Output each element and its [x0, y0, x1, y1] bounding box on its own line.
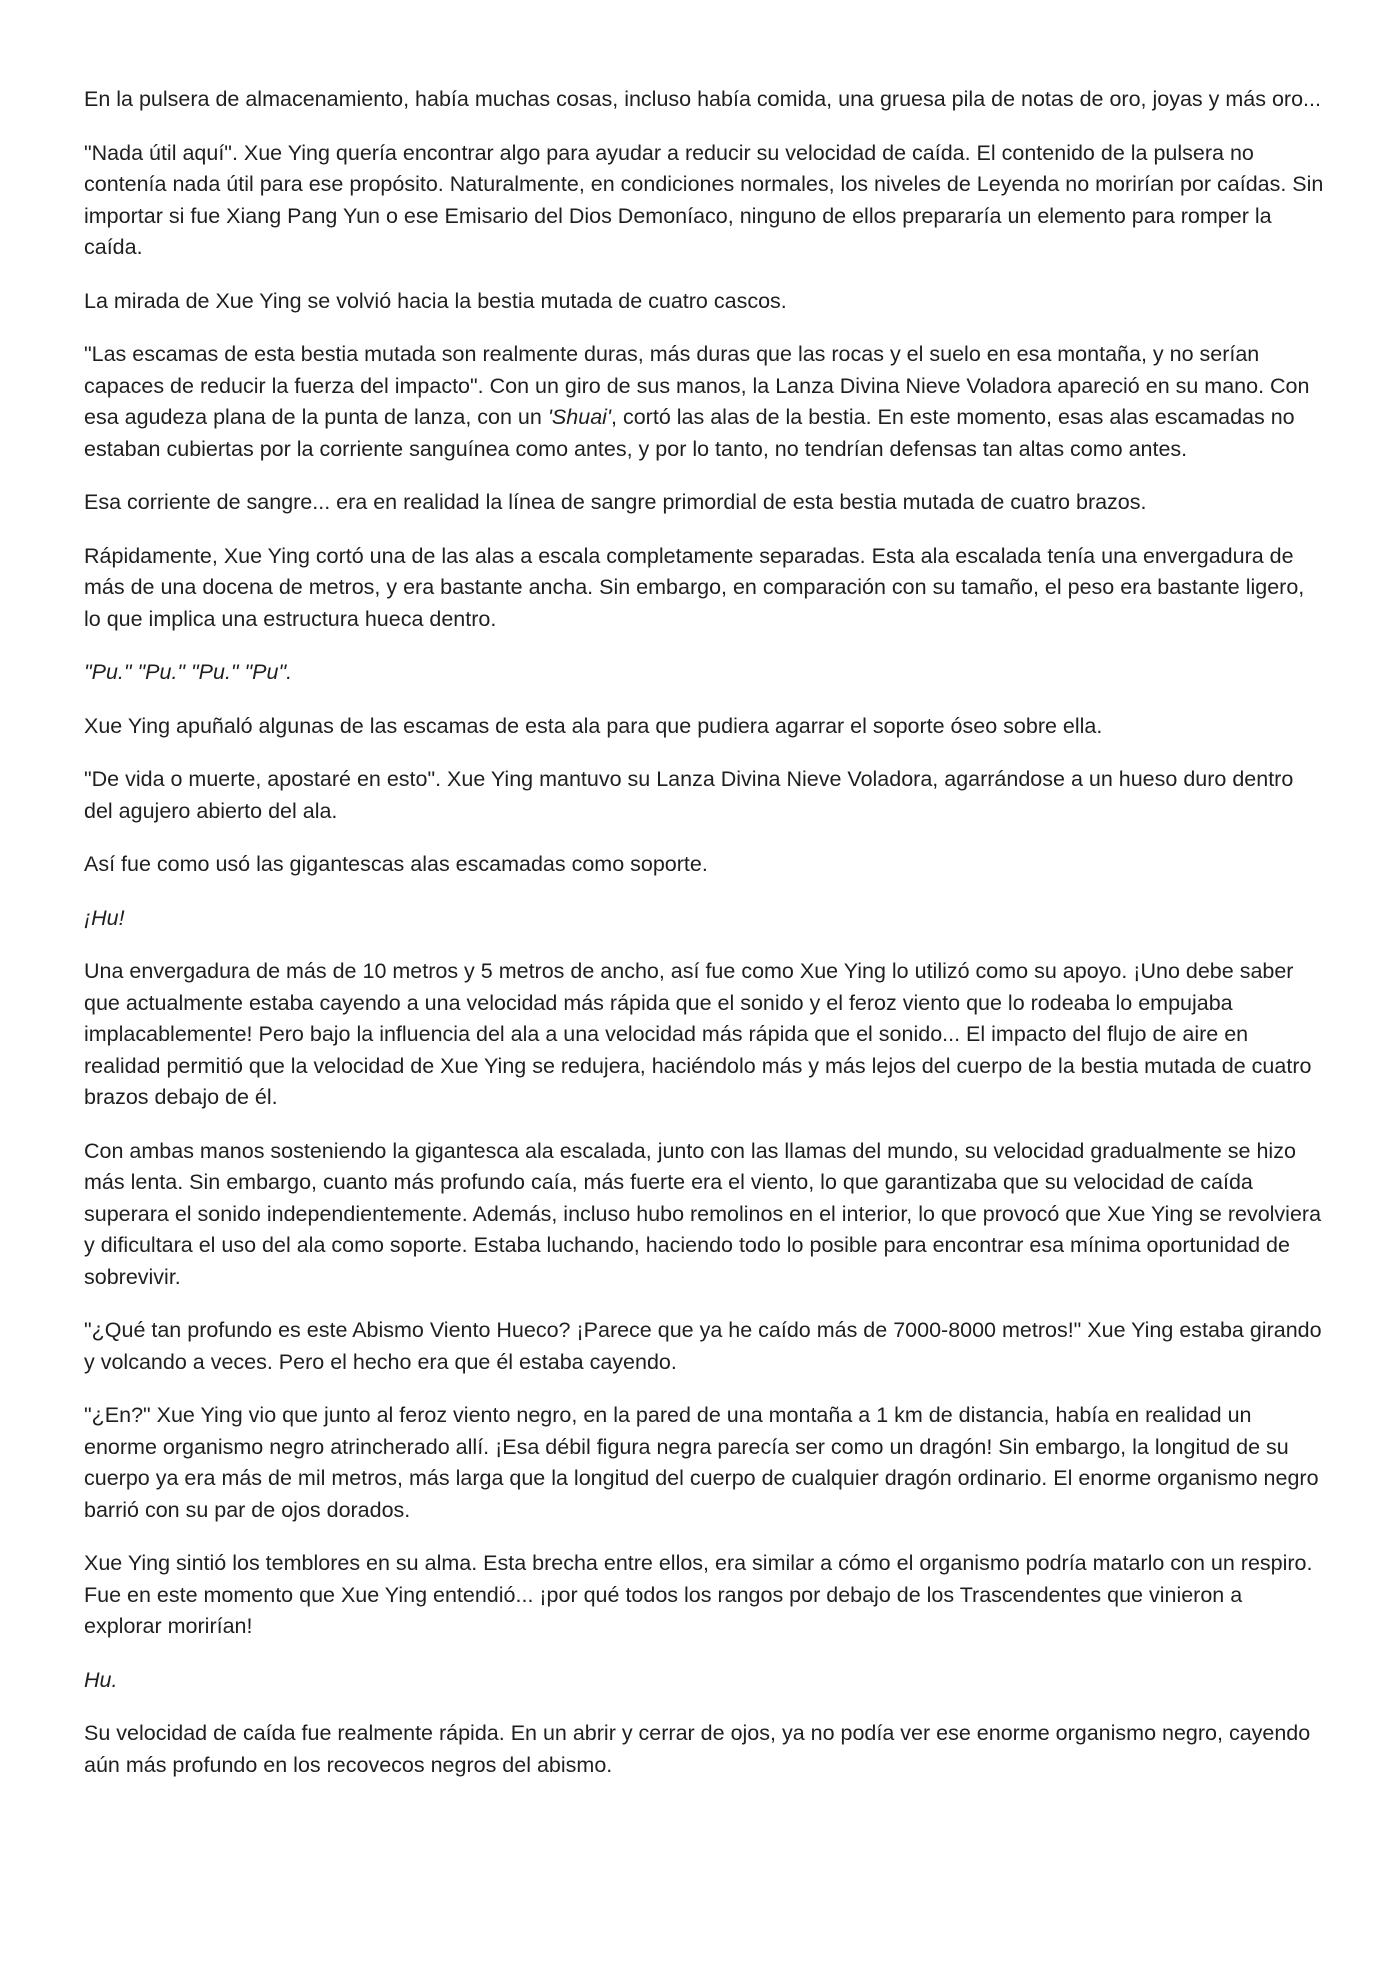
paragraph-text: "Las escamas de esta bestia mutada son realmente duras, más duras que las rocas y el suelo en esa montaña, y no serían capaces de reducir la fuerza del impacto". Con un giro de sus manos, la Lanza Divina Nieve Voladora apareció en su mano. Con esa agudeza plana de la punta de lanza, con un — [84, 342, 1310, 429]
paragraph: "¿En?" Xue Ying vio que junto al feroz viento negro, en la pared de una montaña a 1 km de distancia, había en realidad un enorme organismo negro atrincherado allí. ¡Esa débil figura negra parecía ser como un dragón! Sin embargo, la longitud de su cuerpo ya era más de mil metros, más larga que la longitud del cuerpo de cualquier dragón ordinario. El enorme organismo negro barrió con su par de ojos dorados. — [84, 1403, 1319, 1522]
italic-sound-effect: 'Shuai' — [547, 405, 612, 429]
paragraph: "Nada útil aquí". Xue Ying quería encontrar algo para ayudar a reducir su velocidad de caída. El contenido de la pulsera no contenía nada útil para ese propósito. Naturalmente, en condiciones normales, los niveles de Leyenda no morirían por caídas. Sin importar si fue Xiang Pang Yun o ese Emisario del Dios Demoníaco, ninguno de ellos prepararía un elemento para romper la caída. — [84, 140, 1324, 259]
paragraph-italic: ¡Hu! — [84, 905, 125, 930]
paragraph: "De vida o muerte, apostaré en esto". Xue Ying mantuvo su Lanza Divina Nieve Voladora, agarrándose a un hueso duro dentro del agujero abierto del ala. — [84, 767, 1294, 823]
paragraph: En la pulsera de almacenamiento, había muchas cosas, incluso había comida, una gruesa pila de notas de oro, joyas y más oro... — [84, 87, 1321, 111]
paragraph: Esa corriente de sangre... era en realidad la línea de sangre primordial de esta bestia mutada de cuatro brazos. — [84, 490, 1147, 514]
paragraph: Xue Ying sintió los temblores en su alma. Esta brecha entre ellos, era similar a cómo el organismo podría matarlo con un respiro. Fue en este momento que Xue Ying entendió... ¡por qué todos los rangos por debajo de los Trascendentes que vinieron a explorar morirían! — [84, 1551, 1313, 1638]
paragraph: Xue Ying apuñaló algunas de las escamas de esta ala para que pudiera agarrar el soporte óseo sobre ella. — [84, 713, 1103, 738]
paragraph-italic: "Pu." "Pu." "Pu." "Pu". — [84, 660, 293, 684]
paragraph: La mirada de Xue Ying se volvió hacia la bestia mutada de cuatro cascos. — [84, 288, 787, 313]
paragraph: "¿Qué tan profundo es este Abismo Viento Hueco? ¡Parece que ya he caído más de 7000-8000 metros!" Xue Ying estaba girando y volcando a veces. Pero el hecho era que él estaba cayendo. — [84, 1318, 1322, 1374]
document-page — [84, 84, 1324, 1803]
paragraph-italic: Hu. — [84, 1667, 118, 1692]
paragraph: Con ambas manos sosteniendo la gigantesca ala escalada, junto con las llamas del mundo, su velocidad gradualmente se hizo más lenta. Sin embargo, cuanto más profundo caía, más fuerte era el viento, lo que garantizaba que su velocidad de caída superara el sonido independientemente. Además, incluso hubo remolinos en el interior, lo que provocó que Xue Ying se revolviera y dificultara el uso del ala como soporte. Estaba luchando, haciendo todo lo posible para encontrar esa mínima oportunidad de sobrevivir. — [84, 1138, 1322, 1289]
paragraph — [84, 339, 1324, 465]
paragraph-text: , cortó las alas de la bestia. En este momento, esas alas escamadas no estaban cubiertas por la corriente sanguínea como antes, y por lo tanto, no tendrían defensas tan altas como antes. — [84, 405, 1295, 461]
paragraph: Su velocidad de caída fue realmente rápida. En un abrir y cerrar de ojos, ya no podía ver ese enorme organismo negro, cayendo aún más profundo en los recovecos negros del abismo. — [84, 1721, 1311, 1777]
paragraph: Una envergadura de más de 10 metros y 5 metros de ancho, así fue como Xue Ying lo utilizó como su apoyo. ¡Uno debe saber que actualmente estaba cayendo a una velocidad más rápida que el sonido y el feroz viento que lo rodeaba lo empujaba implacablemente! Pero bajo la influencia del ala a una velocidad más rápida que el sonido... El impacto del flujo de aire en realidad permitió que la velocidad de Xue Ying se redujera, haciéndolo más y más lejos del cuerpo de la bestia mutada de cuatro brazos debajo de él. — [84, 959, 1312, 1109]
paragraph: Rápidamente, Xue Ying cortó una de las alas a escala completamente separadas. Esta ala escalada tenía una envergadura de más de una docena de metros, y era bastante ancha. Sin embargo, en comparación con su tamaño, el peso era bastante ligero, lo que implica una estructura hueca dentro. — [84, 543, 1305, 631]
paragraph: Así fue como usó las gigantescas alas escamadas como soporte. — [84, 852, 708, 876]
